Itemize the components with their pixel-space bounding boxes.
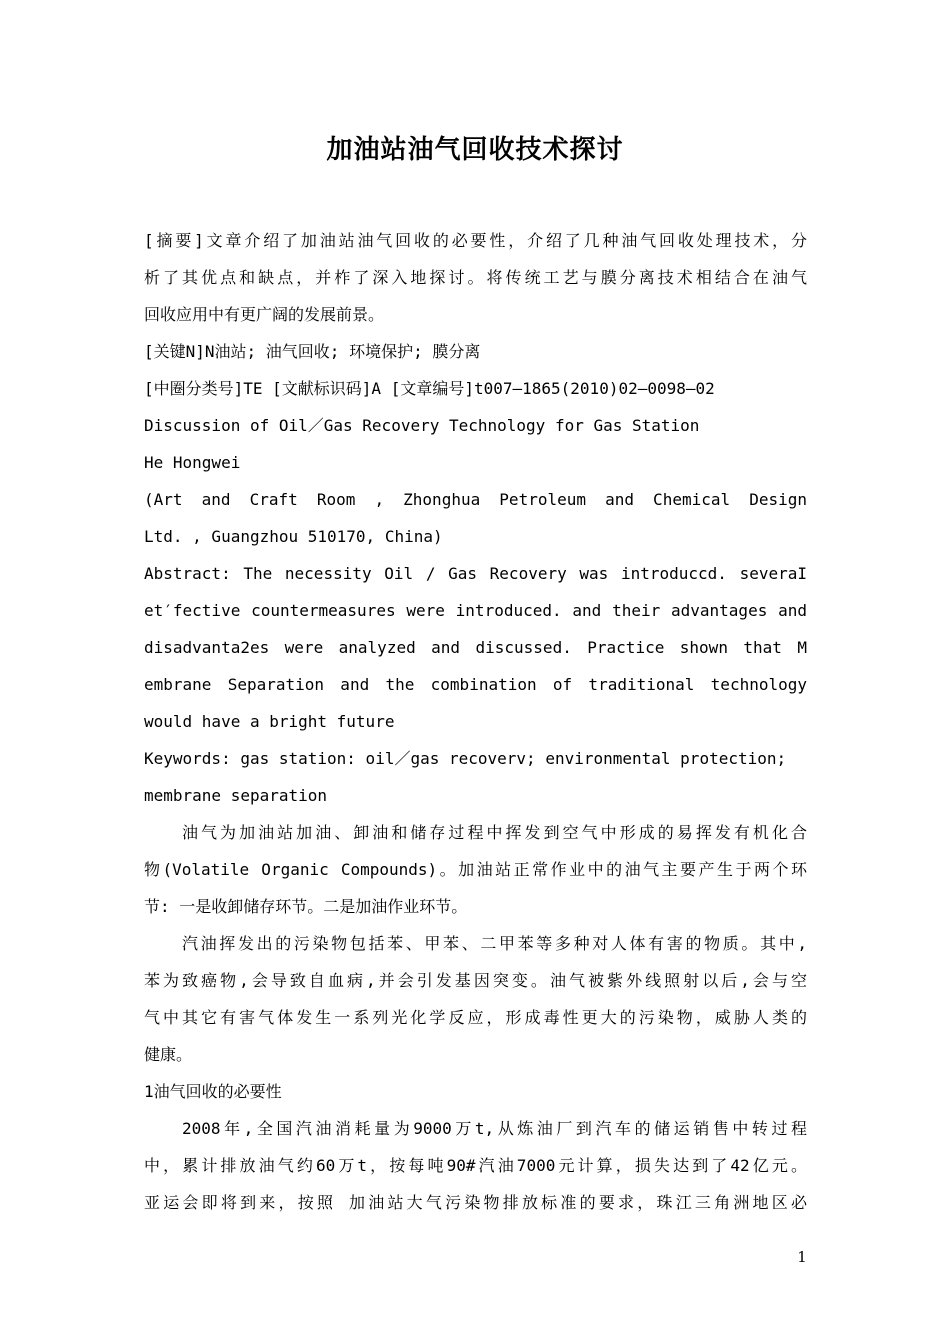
page-title: 加油站油气回收技术探讨	[326, 135, 624, 165]
paragraph-2-line-3: 气中其它有害气体发生一系列光化学反应，形成毒性更大的污染物，威胁人类的	[144, 1008, 807, 1027]
document-body	[144, 222, 807, 1221]
abstract-cn-line-3: 回收应用中有更广阔的发展前景。	[144, 305, 385, 324]
paragraph-3-line-2: 中，累计排放油气约60万t，按每吨90#汽油7000元计算，损失达到了42亿元。	[144, 1156, 807, 1175]
abstract-cn-line-1: [摘要]文章介绍了加油站油气回收的必要性，介绍了几种油气回收处理技术，分	[144, 231, 807, 250]
paragraph-3-line-3: 亚运会即将到来，按照 加油站大气污染物排放标准的要求，珠江三角洲地区必	[144, 1193, 807, 1212]
abstract-en-line-3: disadvanta2es were analyzed and discussed. Practice shown that M	[144, 638, 807, 657]
page-number: 1	[797, 1248, 807, 1266]
section-heading-1: 1油气回收的必要性	[144, 1082, 282, 1101]
abstract-en-line-2: et′fective countermeasures were introduced. and their advantages and	[144, 601, 807, 620]
keywords-en-line-1: Keywords: gas station: oil／gas recoverv; environmental protection;	[144, 749, 787, 768]
paragraph-2-line-2: 苯为致癌物,会导致自血病,并会引发基因突变。油气被紫外线照射以后,会与空	[144, 971, 807, 990]
paragraph-3-line-1: 2008年,全国汽油消耗量为9000万t,从炼油厂到汽车的储运销售中转过程	[182, 1119, 807, 1138]
paragraph-2-line-1: 汽油挥发出的污染物包括苯、甲苯、二甲苯等多种对人体有害的物质。其中,	[182, 934, 807, 953]
paragraph-2-line-4: 健康。	[144, 1045, 193, 1064]
abstract-en-line-5: would have a bright future	[144, 712, 395, 731]
paragraph-1-line-2: 物(Volatile Organic Compounds)。加油站正常作业中的油气主要产生于两个环	[144, 860, 807, 879]
affiliation-line-1: (Art and Craft Room , Zhonghua Petroleum and Chemical Design	[144, 490, 807, 509]
abstract-en-line-4: embrane Separation and the combination of traditional technology	[144, 675, 807, 694]
affiliation-line-2: Ltd. , Guangzhou 510170, China)	[144, 527, 443, 546]
abstract-cn-line-2: 析了其优点和缺点，并柞了深入地探讨。将传统工艺与膜分离技术相结合在油气	[144, 268, 807, 287]
keywords-en-line-2: membrane separation	[144, 786, 328, 805]
author-name: He Hongwei	[144, 453, 241, 472]
paragraph-1-line-3: 节: 一是收卸储存环节。二是加油作业环节。	[144, 897, 468, 916]
keywords-cn: [关键N]N油站; 油气回收; 环境保护; 膜分离	[144, 342, 481, 361]
paragraph-1-line-1: 油气为加油站加油、卸油和储存过程中挥发到空气中形成的易挥发有机化合	[182, 823, 807, 842]
abstract-en-line-1: Abstract: The necessity Oil / Gas Recovery was introduccd. severaI	[144, 564, 807, 583]
english-title: Discussion of Oil／Gas Recovery Technology for Gas Station	[144, 416, 700, 435]
classification-line: [中圈分类号]TE [文献标识码]A [文章编号]t007—1865(2010)02—0098—02	[144, 379, 715, 398]
